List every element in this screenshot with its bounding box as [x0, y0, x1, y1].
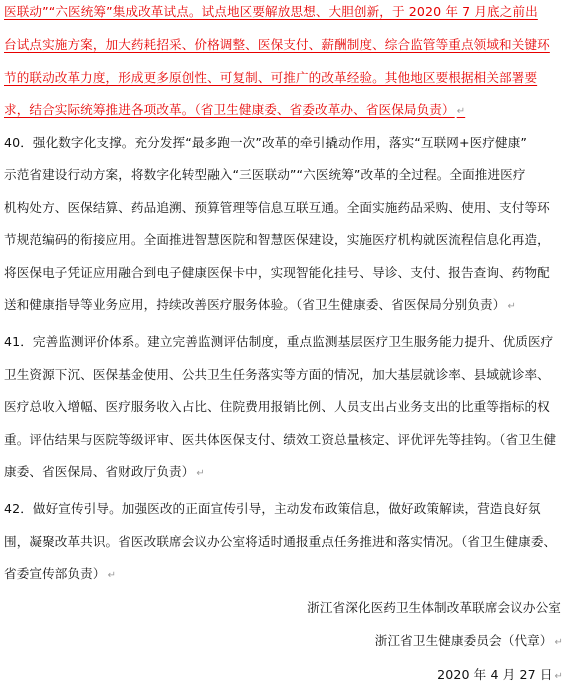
- signature-date: 2020 年 4 月 27 日 ↵: [437, 667, 563, 682]
- paragraph-mark-icon: ↵: [456, 106, 466, 117]
- paragraph-mark-icon: ↵: [554, 637, 563, 648]
- item41-line-5: 康委、省医保局、省财政厅负责） ↵: [4, 464, 205, 479]
- item40-line-1: 40．强化数字化支撑。充分发挥“最多跑一次”改革的牵引撬动作用，落实“互联网+医疗健康”: [4, 135, 528, 150]
- item42-line-2: 围，凝聚改革共识。省医改联席会议办公室将适时通报重点任务推进和落实情况。（省卫生健康委、: [4, 534, 557, 549]
- item42-line-3: 省委宣传部负责） ↵: [4, 566, 117, 581]
- red-paragraph-line-3: 节的联动改革力度，形成更多原创性、可复制、可推广的改革经验。其他地区要根据相关部署要: [4, 70, 538, 85]
- red-paragraph-line-2: 台试点实施方案，加大药耗招采、价格调整、医保支付、薪酬制度、综合监管等重点领域和关键环: [4, 37, 550, 52]
- item40-line-5: 将医保电子凭证应用融合到电子健康医保卡中，实现智能化挂号、导诊、支付、报告查询、药物配: [4, 265, 550, 280]
- signature-org-2: 浙江省卫生健康委员会（代章） ↵: [374, 633, 563, 648]
- paragraph-mark-icon: ↵: [107, 570, 117, 581]
- red-paragraph-line-4: 求，结合实际统筹推进各项改革。（省卫生健康委、省委改革办、省医保局负责） ↵: [4, 102, 466, 117]
- red-paragraph-line-1: 医联动”“六医统筹”集成改革试点。试点地区要解放思想、大胆创新，于 2020 年 7 月底之前出: [4, 4, 538, 19]
- item40-line-2: 示范省建设行动方案，将数字化转型融入“三医联动”“六医统筹”改革的全过程。全面推进医疗: [4, 167, 526, 182]
- item40-line-3: 机构处方、医保结算、药品追溯、预算管理等信息互联互通。全面实施药品采购、使用、支付等环: [4, 200, 550, 215]
- item40-line-4: 节规范编码的衔接应用。全面推进智慧医院和智慧医保建设，实施医疗机构就医流程信息化再造，: [4, 232, 550, 247]
- paragraph-mark-icon: ↵: [196, 468, 205, 479]
- item41-line-3: 医疗总收入增幅、医疗服务收入占比、住院费用报销比例、人员支出占业务支出的比重等指标的权: [4, 399, 550, 414]
- item41-line-2: 卫生资源下沉、医保基金使用、公共卫生任务落实等方面的情况，加大基层就诊率、县域就诊率、: [4, 367, 550, 382]
- item40-line-6: 送和健康指导等业务应用，持续改善医疗服务体验。（省卫生健康委、省医保局分别负责） ↵: [4, 297, 516, 312]
- item41-line-1: 41．完善监测评价体系。建立完善监测评估制度，重点监测基层医疗卫生服务能力提升、优质医疗: [4, 334, 554, 349]
- item41-line-4: 重。评估结果与医院等级评审、医共体医保支付、绩效工资总量核定、评优评先等挂钩。（省卫生健: [4, 432, 557, 447]
- signature-org-1: 浙江省深化医药卫生体制改革联席会议办公室: [307, 600, 561, 615]
- paragraph-mark-icon: ↵: [554, 671, 563, 682]
- item42-line-1: 42．做好宣传引导。加强医改的正面宣传引导，主动发布政策信息，做好政策解读，营造良好氛: [4, 501, 541, 516]
- paragraph-mark-icon: ↵: [507, 301, 516, 312]
